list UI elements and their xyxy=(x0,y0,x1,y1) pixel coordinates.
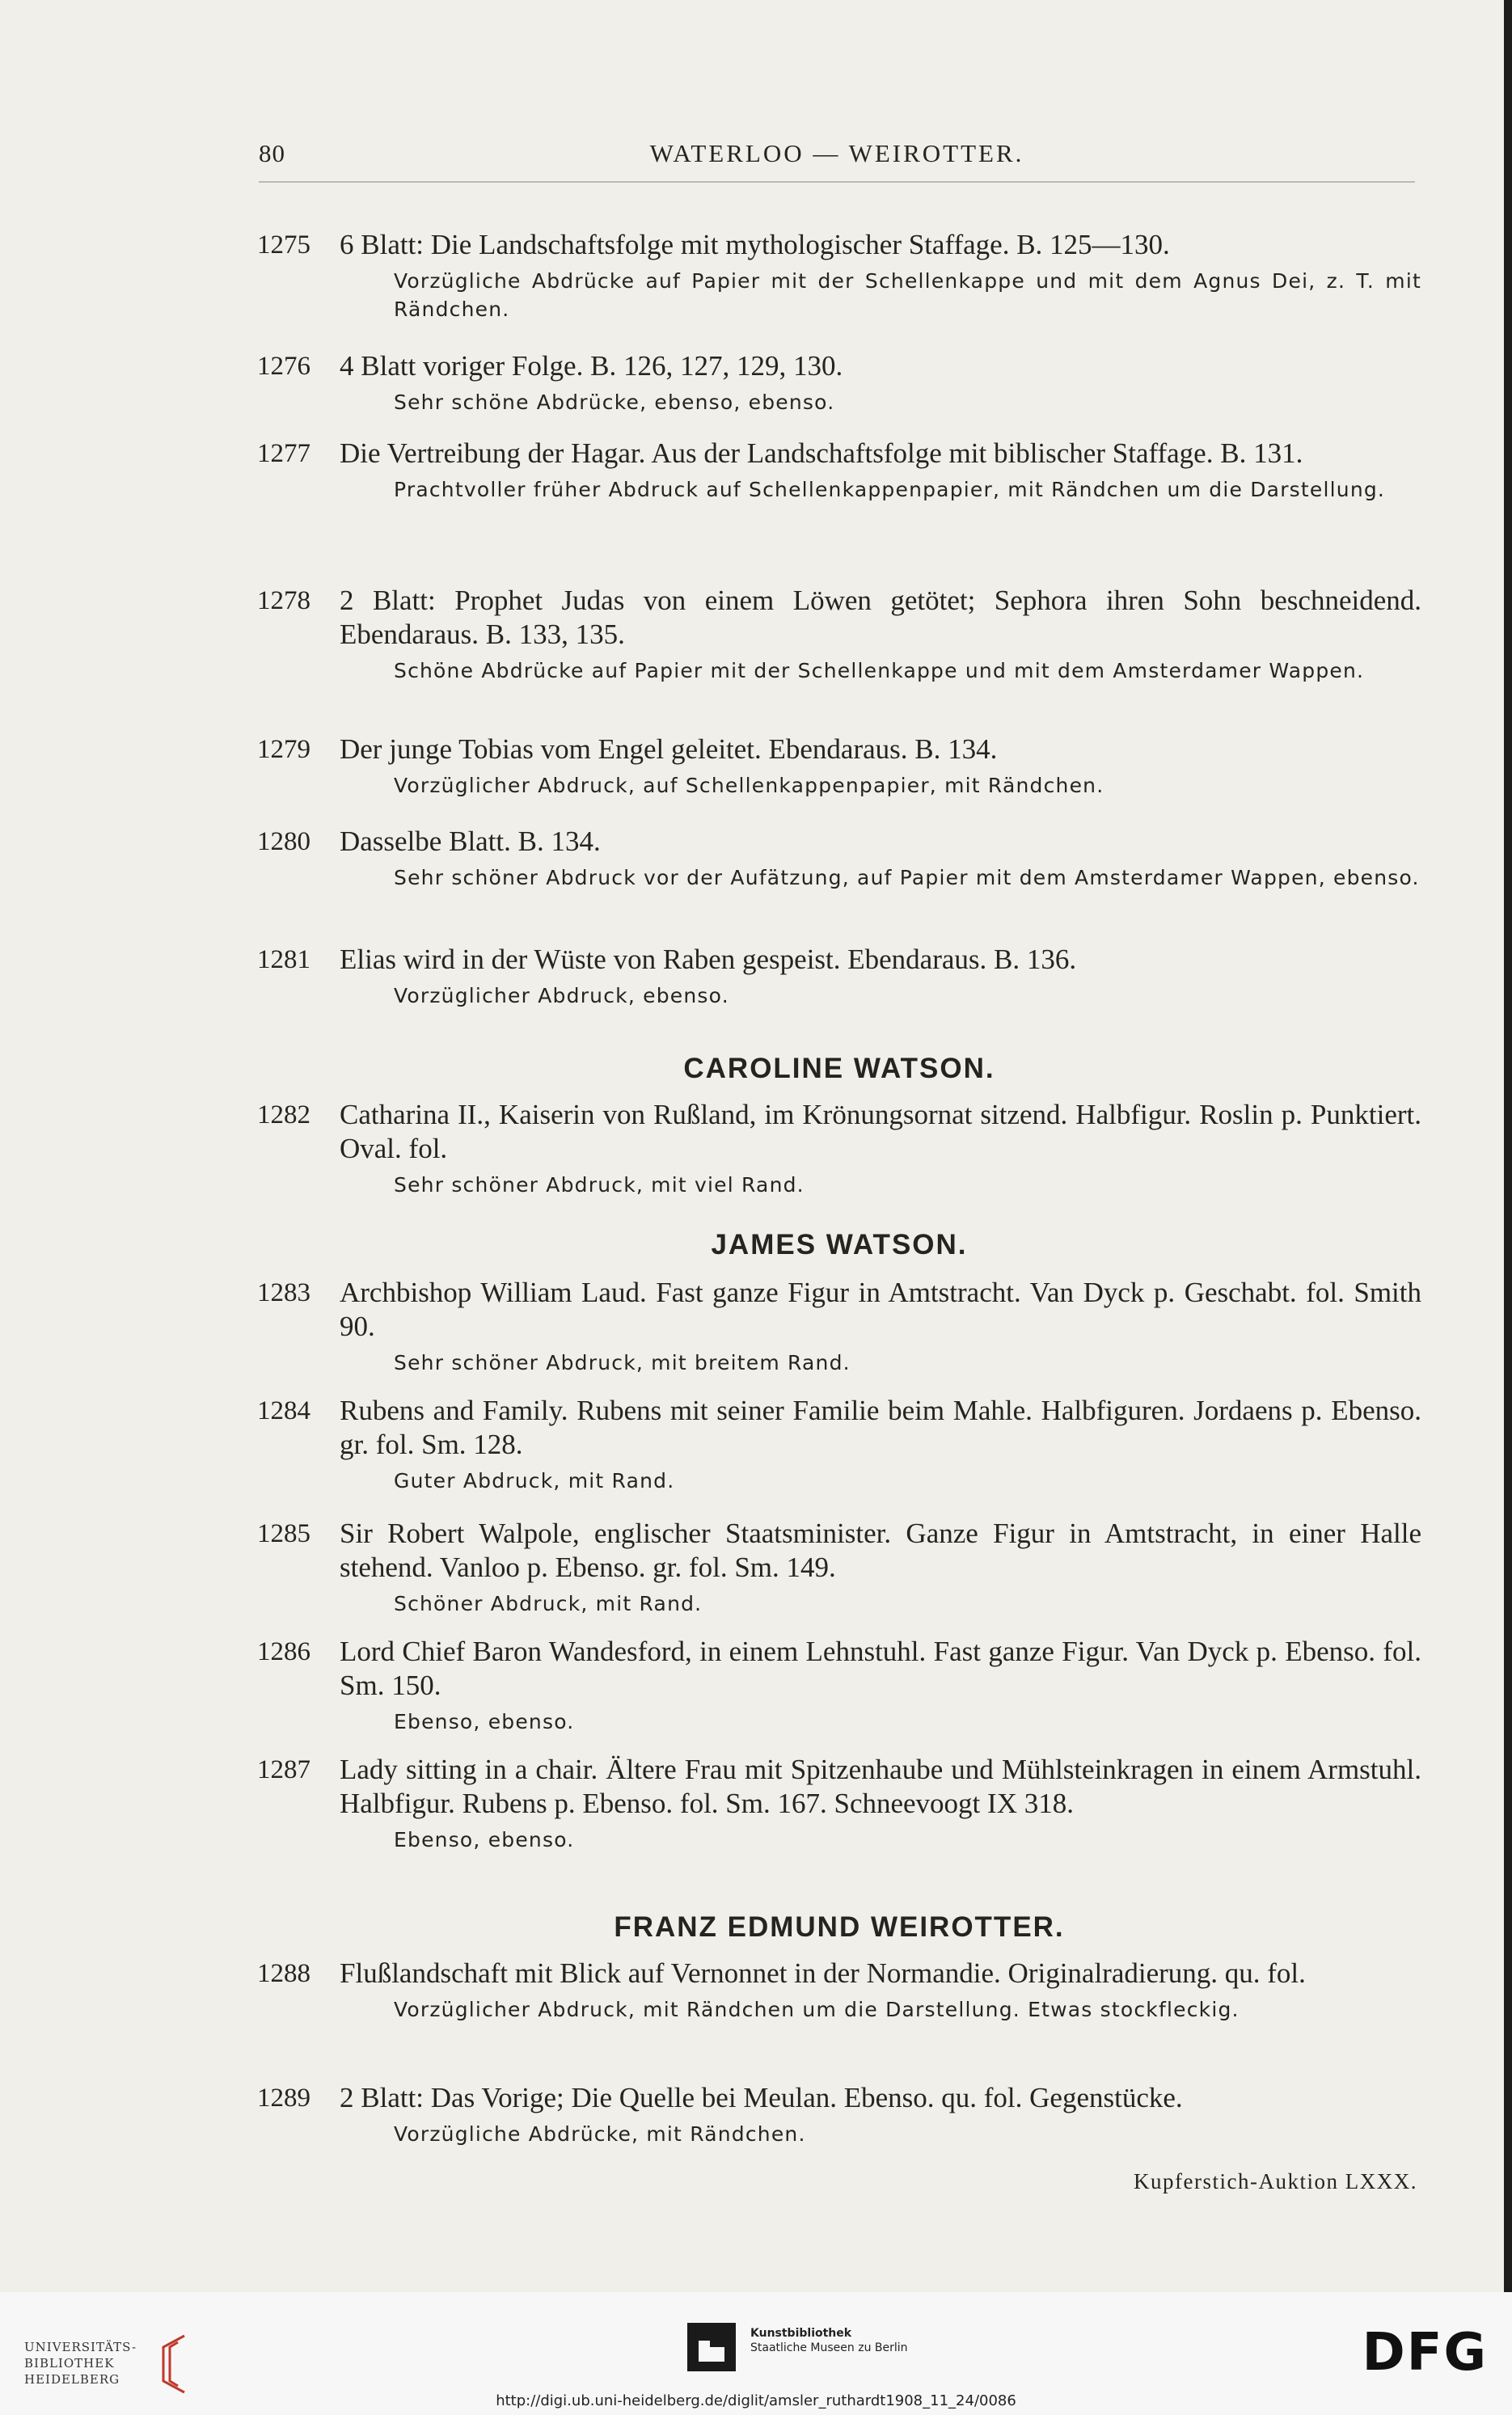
entry-title: 6 Blatt: Die Landschaftsfolge mit mythologischer Staffage. B. 125—130. xyxy=(340,229,1170,260)
catalogue-entry-1283 xyxy=(257,1276,1421,1377)
catalogue-entry-1278 xyxy=(257,584,1421,685)
viewer-footer-bar xyxy=(0,2292,1512,2415)
kunstbibliothek-label xyxy=(750,2326,908,2355)
artist-heading-james-watson: JAMES WATSON. xyxy=(711,1229,968,1260)
entry-note: Schöner Abdruck, mit Rand. xyxy=(394,1592,703,1615)
ub-logo-line: UNIVERSITÄTS- xyxy=(24,2340,137,2354)
catalogue-entry-1282 xyxy=(257,1098,1421,1199)
entry-note: Prachtvoller früher Abdruck auf Schellenkappenpapier, mit Rändchen um die Darstellung. xyxy=(394,478,1386,501)
artist-heading-franz-edmund-weirotter: FRANZ EDMUND WEIROTTER. xyxy=(614,1911,1065,1943)
lot-number: 1279 xyxy=(257,735,310,764)
entry-title: Lord Chief Baron Wandesford, in einem Lehnstuhl. Fast ganze Figur. Van Dyck p. Ebenso. fol. Sm. 150. xyxy=(340,1636,1421,1701)
catalogue-entry-1289 xyxy=(257,2081,1421,2148)
catalogue-entry-1281 xyxy=(257,943,1421,1010)
ub-heidelberg-logo[interactable] xyxy=(24,2339,137,2388)
catalogue-entry-1285 xyxy=(257,1517,1421,1618)
dfg-logo[interactable]: DFG xyxy=(1362,2323,1488,2383)
scan-edge xyxy=(1504,0,1512,2292)
catalogue-footer: Kupferstich-Auktion LXXX. xyxy=(1134,2169,1417,2193)
catalogue-entry-1280 xyxy=(257,825,1421,892)
page-url[interactable]: http://digi.ub.uni-heidelberg.de/diglit/amsler_ruthardt1908_11_24/0086 xyxy=(496,2392,1016,2409)
entry-note: Vorzüglicher Abdruck, ebenso. xyxy=(394,984,729,1007)
entry-note: Ebenso, ebenso. xyxy=(394,1710,575,1733)
artist-heading-caroline-watson: CAROLINE WATSON. xyxy=(683,1053,995,1084)
catalogue-entry-1284 xyxy=(257,1394,1421,1495)
entry-note: Sehr schöner Abdruck, mit viel Rand. xyxy=(394,1173,805,1197)
lot-number: 1285 xyxy=(257,1519,310,1548)
entry-note: Vorzüglicher Abdruck, mit Rändchen um die Darstellung. Etwas stockfleckig. xyxy=(394,1998,1240,2021)
entry-title: Flußlandschaft mit Blick auf Vernonnet in der Normandie. Originalradierung. qu. fol. xyxy=(340,1957,1306,1989)
entry-note: Vorzügliche Abdrücke, mit Rändchen. xyxy=(394,2122,806,2146)
catalogue-entry-1287 xyxy=(257,1753,1421,1854)
catalogue-entry-1275 xyxy=(257,228,1421,323)
kunstbibliothek-logo-icon[interactable] xyxy=(687,2323,736,2371)
catalogue-entry-1279 xyxy=(257,733,1421,800)
entry-title: 4 Blatt voriger Folge. B. 126, 127, 129, 130. xyxy=(340,350,843,382)
lot-number: 1276 xyxy=(257,352,310,381)
entry-note: Ebenso, ebenso. xyxy=(394,1828,575,1851)
ub-logo-line: HEIDELBERG xyxy=(24,2372,120,2387)
header-rule xyxy=(259,181,1415,183)
entry-title: Catharina II., Kaiserin von Rußland, im Krönungsornat sitzend. Halbfigur. Roslin p. Punktiert. Oval. fol. xyxy=(340,1099,1421,1164)
lot-number: 1282 xyxy=(257,1100,310,1129)
entry-title: 2 Blatt: Prophet Judas von einem Löwen getötet; Sephora ihren Sohn beschneidend. Ebendaraus. B. 133, 135. xyxy=(340,585,1421,650)
catalogue-entry-1288 xyxy=(257,1957,1421,2024)
catalogue-entry-1286 xyxy=(257,1635,1421,1736)
lot-number: 1289 xyxy=(257,2084,310,2113)
entry-note: Sehr schöne Abdrücke, ebenso, ebenso. xyxy=(394,391,835,414)
lot-number: 1284 xyxy=(257,1396,310,1425)
lot-number: 1275 xyxy=(257,230,310,260)
entry-note: Guter Abdruck, mit Rand. xyxy=(394,1469,675,1492)
entry-title: Rubens and Family. Rubens mit seiner Familie beim Mahle. Halbfiguren. Jordaens p. Ebenso. gr. fol. Sm. 128. xyxy=(340,1395,1421,1460)
ub-emblem-icon xyxy=(152,2331,191,2399)
kb-sub: Staatliche Museen zu Berlin xyxy=(750,2341,908,2354)
entry-note: Schöne Abdrücke auf Papier mit der Schellenkappe und mit dem Amsterdamer Wappen. xyxy=(394,659,1365,682)
lot-number: 1287 xyxy=(257,1755,310,1784)
running-title: WATERLOO — WEIROTTER. xyxy=(649,139,1024,167)
entry-title: Archbishop William Laud. Fast ganze Figur in Amtstracht. Van Dyck p. Geschabt. fol. Smith 90. xyxy=(340,1277,1421,1342)
entry-title: Der junge Tobias vom Engel geleitet. Ebendaraus. B. 134. xyxy=(340,733,998,765)
entry-title: Sir Robert Walpole, englischer Staatsminister. Ganze Figur in Amtstracht, in einer Halle stehend. Vanloo p. Ebenso. gr. fol. Sm. 149. xyxy=(340,1518,1421,1583)
page-header xyxy=(259,136,1415,176)
entry-title: 2 Blatt: Das Vorige; Die Quelle bei Meulan. Ebenso. qu. fol. Gegenstücke. xyxy=(340,2082,1183,2113)
kb-name: Kunstbibliothek xyxy=(750,2327,852,2340)
entry-title: Lady sitting in a chair. Ältere Frau mit Spitzenhaube und Mühlsteinkragen in einem Armstuhl. Halbfigur. Rubens p. Ebenso. fol. Sm. 167. Schneevoogt IX 318. xyxy=(340,1754,1421,1819)
entry-title: Die Vertreibung der Hagar. Aus der Landschaftsfolge mit biblischer Staffage. B. 131. xyxy=(340,437,1303,469)
lot-number: 1288 xyxy=(257,1959,310,1988)
entry-title: Dasselbe Blatt. B. 134. xyxy=(340,825,601,857)
entry-note: Vorzügliche Abdrücke auf Papier mit der Schellenkappe und mit dem Agnus Dei, z. T. mit Rändchen. xyxy=(394,269,1421,321)
lot-number: 1286 xyxy=(257,1637,310,1666)
lot-number: 1281 xyxy=(257,945,310,974)
entry-note: Vorzüglicher Abdruck, auf Schellenkappenpapier, mit Rändchen. xyxy=(394,774,1104,797)
lot-number: 1278 xyxy=(257,586,310,615)
catalogue-entry-1277 xyxy=(257,437,1421,504)
page-number: 80 xyxy=(259,139,285,167)
catalogue-entry-1276 xyxy=(257,349,1421,416)
lot-number: 1277 xyxy=(257,439,310,468)
entry-title: Elias wird in der Wüste von Raben gespeist. Ebendaraus. B. 136. xyxy=(340,944,1077,975)
lot-number: 1280 xyxy=(257,827,310,856)
ub-logo-line: BIBLIOTHEK xyxy=(24,2356,115,2371)
entry-note: Sehr schöner Abdruck, mit breitem Rand. xyxy=(394,1351,851,1374)
entry-note: Sehr schöner Abdruck vor der Aufätzung, auf Papier mit dem Amsterdamer Wappen, ebenso. xyxy=(394,866,1420,889)
lot-number: 1283 xyxy=(257,1278,310,1307)
